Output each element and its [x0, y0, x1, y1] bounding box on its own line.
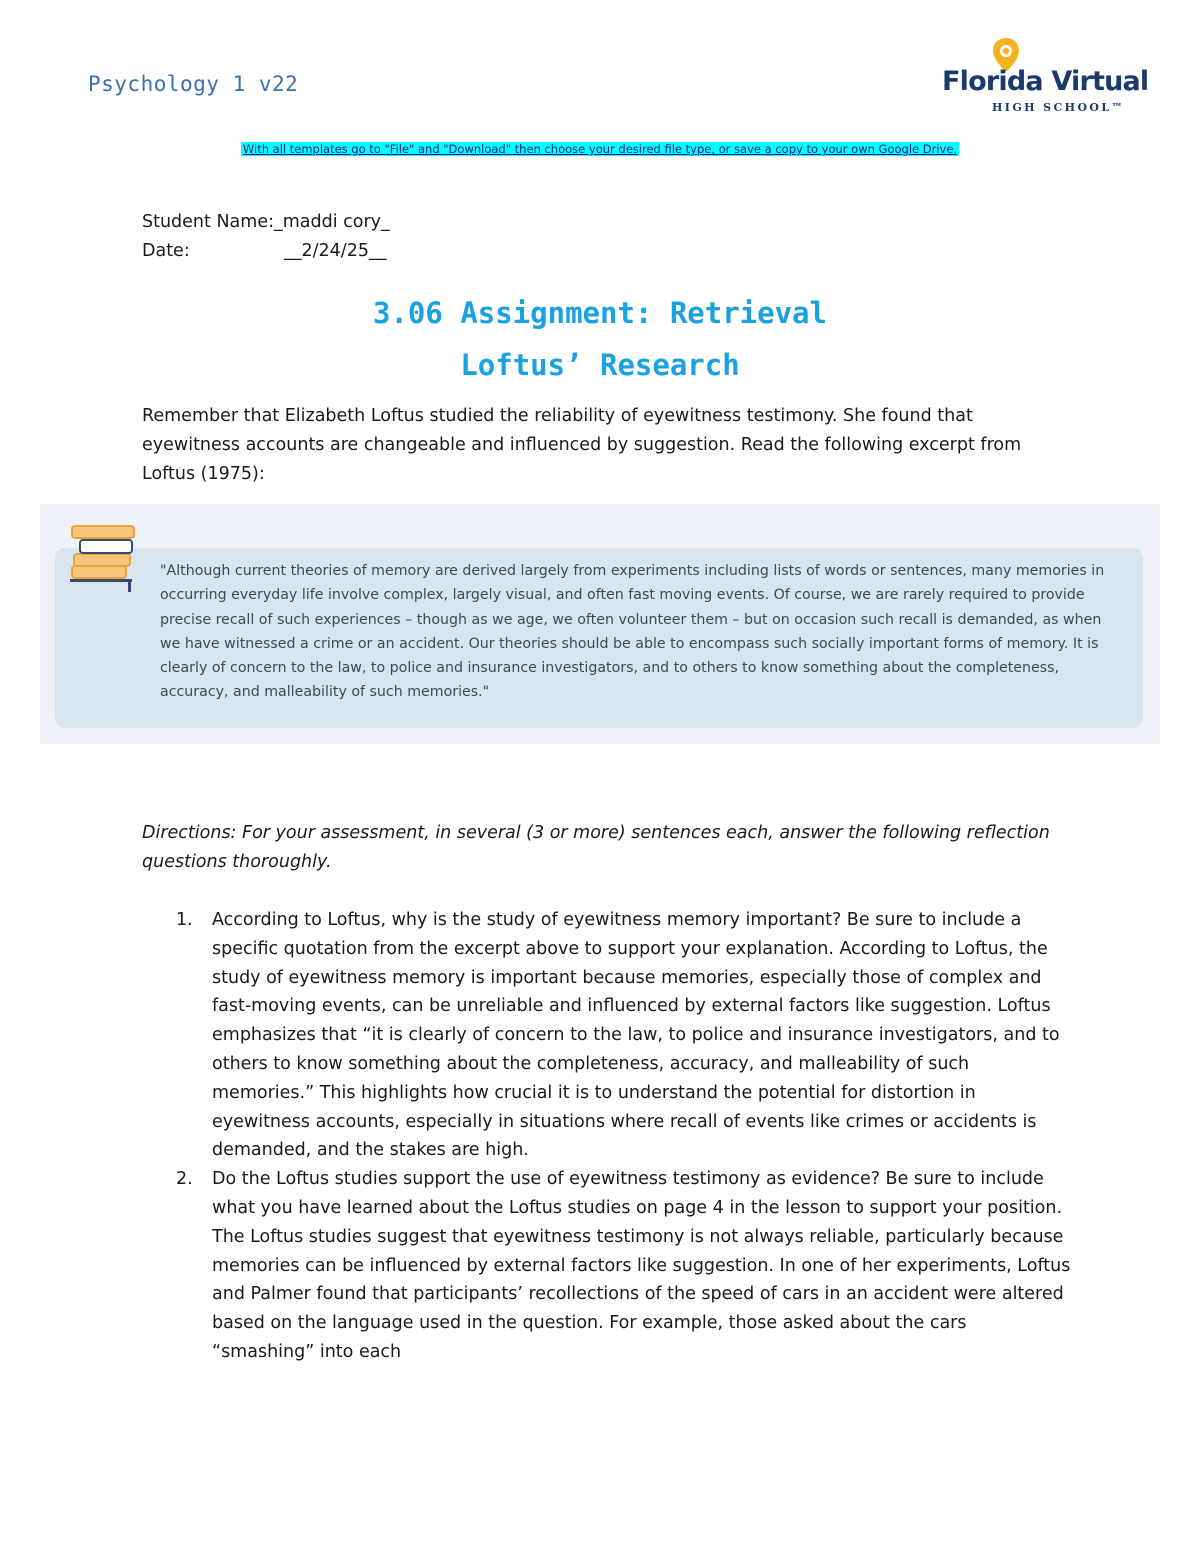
directions: Directions: For your assessment, in several (3 or more) sentences each, answer the following reflection questions thoroughly.: [142, 823, 1050, 872]
student-name-label: Student Name:: [142, 212, 274, 232]
question-number: 1.: [176, 910, 193, 930]
course-title: Psychology 1 v22: [88, 72, 299, 96]
books-icon: [64, 521, 138, 595]
loftus-quote: "Although current theories of memory are derived largely from experiments including lists of words or sentences, many memories in occurring everyday life involve complex, largely visual, and often fast moving events. Of course, we are rarely required to provide precise recall of such experiences – though as we age, we often volunteer them – but on occasion such recall is demanded, as when we have witnessed a crime or an accident. Our theories should be able to encompass such socially important forms of memory. It is clearly of concern to the law, to police and insurance investigators, and to others to know something about the completeness, accuracy, and malleability of such memories.": [160, 563, 1105, 701]
question-number: 2.: [176, 1169, 193, 1190]
question-text: Do the Loftus studies support the use of eyewitness testimony as evidence? Be sure to include what you have learned about the Loftus studies on page 4 in the lesson to support your position. The Loftus studies suggest that eyewitness testimony is not always reliable, particularly because memories can be influenced by external factors like suggestion. In one of her experiments, Loftus and Palmer found that participants’ recollections of the speed of cars in an accident were altered based on the language used in the question. For example, those asked about the cars “smashing” into each: [212, 1169, 1071, 1362]
student-name-row: [142, 212, 390, 241]
template-notice[interactable]: [0, 142, 1200, 156]
intro-paragraph: Remember that Elizabeth Loftus studied the reliability of eyewitness testimony. She found that eyewitness accounts are changeable and influenced by suggestion. Read the following excerpt from Loftus (1975):: [142, 406, 1022, 484]
question-text: According to Loftus, why is the study of eyewitness memory important? Be sure to include a specific quotation from the excerpt above to support your explanation. According to Loftus, the study of eyewitness memory is important because memories, especially those of complex and fast-moving events, can be unreliable and influenced by external factors like suggestion. Loftus emphasizes that “it is clearly of concern to the law, to police and insurance investigators, and to others to know something about the completeness, accuracy, and malleability of such memories.” This highlights how crucial it is to understand the potential for distortion in eyewitness accounts, especially in situations where recall of events like crimes or accidents is demanded, and the stakes are high.: [212, 910, 1060, 1161]
date-row: [142, 241, 390, 270]
question-item-2: [176, 1165, 1072, 1367]
logo-name: Florida Virtual: [942, 66, 1149, 97]
date-value: __2/24/25__: [284, 241, 387, 261]
student-name-value: _maddi cory_: [273, 212, 390, 232]
logo-subtitle: HIGH SCHOOL™: [992, 101, 1125, 114]
question-list: [176, 906, 1072, 1367]
student-info: [142, 212, 390, 270]
template-notice-link[interactable]: With all templates go to "File" and "Download" then choose your desired file type, or save a copy to your own Google Drive.: [242, 142, 958, 156]
flvs-logo: [940, 36, 1150, 116]
date-label: Date:: [142, 241, 190, 261]
assignment-subtitle: Loftus’ Research: [460, 348, 740, 382]
assignment-title: 3.06 Assignment: Retrieval: [373, 296, 827, 330]
question-item-1: [176, 906, 1072, 1165]
